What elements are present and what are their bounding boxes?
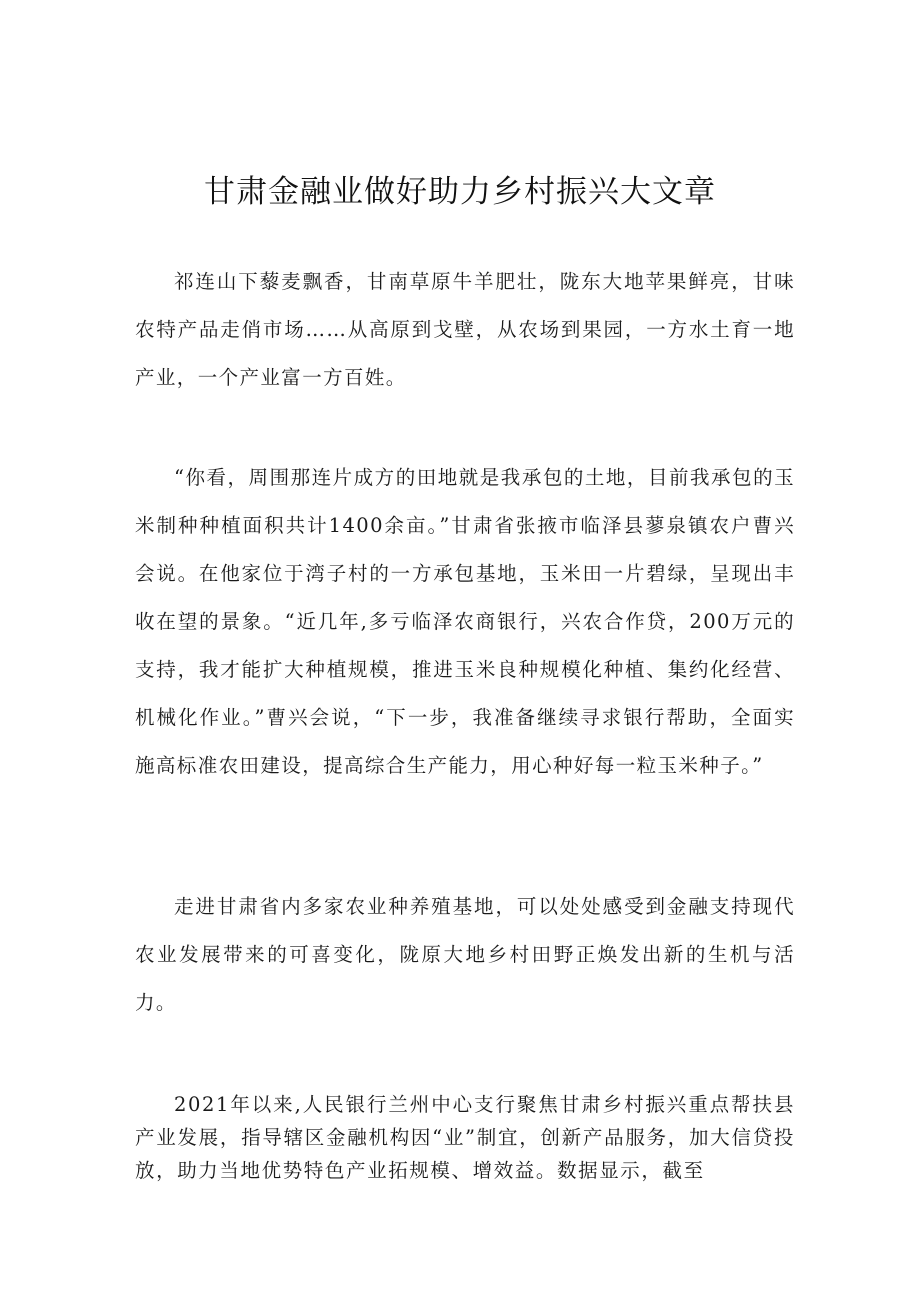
paragraph-3: 走进甘肃省内多家农业种养殖基地，可以处处感受到金融支持现代农业发展带来的可喜变化，陇原大地乡村田野正焕发出新的生机与活力。	[135, 895, 795, 1014]
paragraph-1: 祁连山下藜麦飘香，甘南草原牛羊肥壮，陇东大地苹果鲜亮，甘味农特产品走俏市场……从高原到戈壁，从农场到果园，一方水土育一地产业，一个产业富一方百姓。	[135, 270, 795, 389]
paragraph-2: “你看，周围那连片成方的田地就是我承包的土地，目前我承包的玉米制种种植面积共计1400余亩。”甘肃省张掖市临泽县蓼泉镇农户曹兴会说。在他家位于湾子村的一方承包基地，玉米田一片碧绿，呈现出丰收在望的景象。“近几年,多亏临泽农商银行，兴农合作贷，200万元的支持，我才能扩大种植规模，推进玉米良种规模化种植、集约化经营、机械化作业。”曹兴会说，“下一步，我准备继续寻求银行帮助，全面实施高标准农田建设，提高综合生产能力，用心种好每一粒玉米种子。”	[135, 466, 795, 777]
paragraph-4: 2021年以来,人民银行兰州中心支行聚焦甘肃乡村振兴重点帮扶县产业发展，指导辖区金融机构因“业”制宜，创新产品服务，加大信贷投放，助力当地优势特色产业拓规模、增效益。数据显示，截至	[135, 1093, 795, 1182]
document-title: 甘肃金融业做好助力乡村振兴大文章	[204, 174, 716, 210]
